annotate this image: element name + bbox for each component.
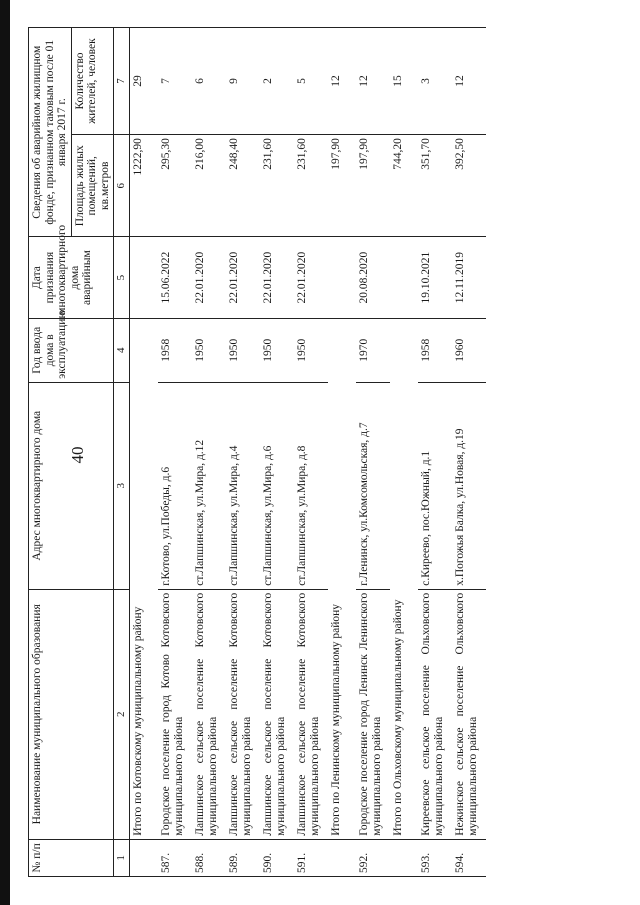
header-date: Дата признания многоквартирного дома аварийным (29, 237, 114, 318)
residents-cell: 7 (158, 28, 192, 135)
header-emergency-group: Сведения об аварийном жилищном фонде, признанном таковым после 01 января 2017 г. (29, 28, 72, 237)
table-row (294, 28, 328, 877)
subtotal-row (390, 28, 418, 877)
subtotal-row (130, 28, 159, 877)
residents-cell: 6 (192, 28, 226, 135)
table-row (192, 28, 226, 877)
column-number: 3 (114, 382, 130, 589)
date-cell: 22.01.2020 (294, 237, 328, 318)
column-number: 1 (114, 839, 130, 876)
subtotal-label: Итого по Ольховскому муниципальному району (390, 382, 418, 839)
municipality-cell: Городское поселение город Котово Котовского муниципального района (158, 589, 192, 839)
year-cell: 1958 (418, 318, 452, 382)
table-row (356, 28, 390, 877)
municipality-cell: Лапшинское сельское поселение Котовского муниципального района (260, 589, 294, 839)
row-number: 593. (418, 839, 452, 876)
area-cell: 231,60 (294, 135, 328, 237)
year-cell: 1958 (158, 318, 192, 382)
address-cell: г.Котово, ул.Победы, д.6 (158, 382, 192, 589)
header-address: Адрес многоквартирного дома (29, 382, 114, 589)
row-number: 589. (226, 839, 260, 876)
header-year: Год ввода дома в эксплуатацию (29, 318, 114, 382)
municipality-cell: Лапшинское сельское поселение Котовского муниципального района (192, 589, 226, 839)
row-number: 590. (260, 839, 294, 876)
address-cell: ст.Лапшинская, ул.Мира, д.6 (260, 382, 294, 589)
column-number: 4 (114, 318, 130, 382)
area-cell: 197,90 (328, 135, 356, 237)
area-cell: 197,90 (356, 135, 390, 237)
date-cell: 22.01.2020 (192, 237, 226, 318)
header-residents: Количество жителей, человек (71, 28, 114, 135)
year-cell: 1960 (452, 318, 486, 382)
column-number: 7 (114, 28, 130, 135)
row-num-cell (130, 839, 159, 876)
residents-cell: 2 (260, 28, 294, 135)
subtotal-label: Итого по Котовскому муниципальному району (130, 382, 159, 839)
table-row (158, 28, 192, 877)
table-row (260, 28, 294, 877)
year-cell: 1950 (260, 318, 294, 382)
header-num: № п/п (29, 839, 114, 876)
municipality-cell: Лапшинское сельское поселение Котовского муниципального района (294, 589, 328, 839)
date-cell: 22.01.2020 (226, 237, 260, 318)
header-municipality: Наименование муниципального образования (29, 589, 114, 839)
year-cell: 1950 (294, 318, 328, 382)
area-cell: 295,30 (158, 135, 192, 237)
area-cell: 231,60 (260, 135, 294, 237)
subtotal-label: Итого по Ленинскому муниципальному району (328, 382, 356, 839)
row-number: 591. (294, 839, 328, 876)
year-cell: 1950 (192, 318, 226, 382)
table-row (226, 28, 260, 877)
subtotal-row (328, 28, 356, 877)
row-number: 588. (192, 839, 226, 876)
year-cell: 1970 (356, 318, 390, 382)
residents-cell: 12 (328, 28, 356, 135)
table-row (452, 28, 486, 877)
row-num-cell (328, 839, 356, 876)
emergency-housing-table (28, 27, 486, 877)
residents-cell: 3 (418, 28, 452, 135)
area-cell: 392,50 (452, 135, 486, 237)
row-number: 587. (158, 839, 192, 876)
year-cell: 1950 (226, 318, 260, 382)
row-number: 592. (356, 839, 390, 876)
area-cell: 351,70 (418, 135, 452, 237)
municipality-cell: Городское поселение город Ленинск Ленинского муниципального района (356, 589, 390, 839)
column-number: 5 (114, 237, 130, 318)
address-cell: х.Погожья Балка, ул.Новая, д.19 (452, 382, 486, 589)
address-cell: г.Ленинск, ул.Комсомольская, д.7 (356, 382, 390, 589)
date-cell: 20.08.2020 (356, 237, 390, 318)
date-cell: 15.06.2022 (158, 237, 192, 318)
area-cell: 744,20 (390, 135, 418, 237)
table-header (29, 28, 130, 877)
column-number: 6 (114, 135, 130, 237)
table-row (418, 28, 452, 877)
residents-cell: 9 (226, 28, 260, 135)
address-cell: ст.Лапшинская, ул.Мира, д.4 (226, 382, 260, 589)
address-cell: с.Киреево, пос.Южный, д.1 (418, 382, 452, 589)
address-cell: ст.Лапшинская, ул.Мира, д.8 (294, 382, 328, 589)
residents-cell: 5 (294, 28, 328, 135)
date-cell: 22.01.2020 (260, 237, 294, 318)
header-area: Площадь жилых помещений, кв.метров (71, 135, 114, 237)
page-number: 40 (68, 446, 87, 464)
table-body (130, 28, 487, 877)
residents-cell: 29 (130, 28, 159, 135)
address-cell: ст.Лапшинская, ул.Мира, д.12 (192, 382, 226, 589)
date-cell: 19.10.2021 (418, 237, 452, 318)
area-cell: 1222,90 (130, 135, 159, 237)
residents-cell: 12 (452, 28, 486, 135)
row-number: 594. (452, 839, 486, 876)
residents-cell: 12 (356, 28, 390, 135)
municipality-cell: Лапшинское сельское поселение Котовского муниципального района (226, 589, 260, 839)
municipality-cell: Киреевское сельское поселение Ольховского муниципального района (418, 589, 452, 839)
column-number: 2 (114, 589, 130, 839)
area-cell: 248,40 (226, 135, 260, 237)
area-cell: 216,00 (192, 135, 226, 237)
residents-cell: 15 (390, 28, 418, 135)
row-num-cell (390, 839, 418, 876)
municipality-cell: Нежинское сельское поселение Ольховского муниципального района (452, 589, 486, 839)
date-cell: 12.11.2019 (452, 237, 486, 318)
